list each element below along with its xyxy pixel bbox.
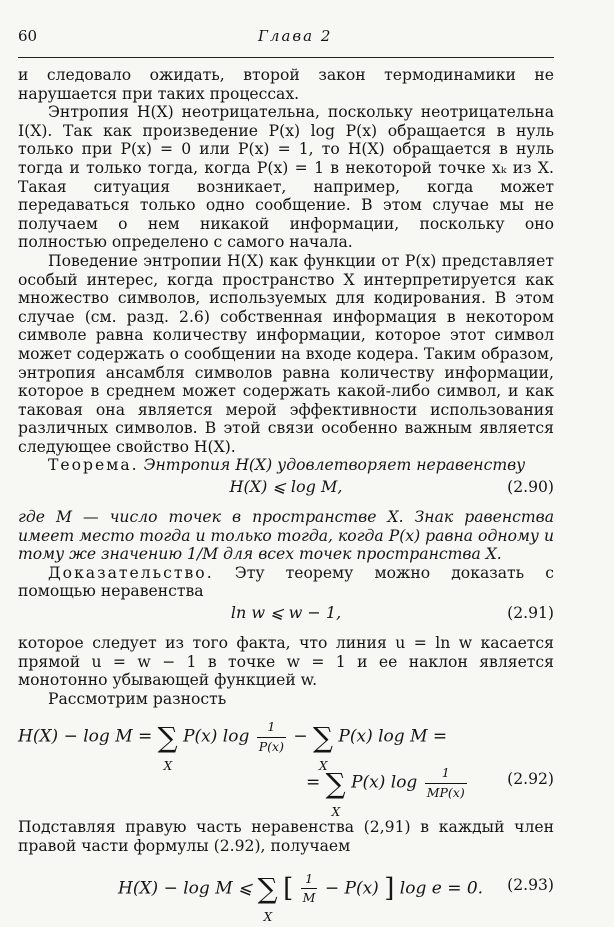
sum-symbol: ∑ X (158, 727, 178, 747)
fraction-denominator: MP(x) (426, 785, 465, 800)
equation-term: H(X) − log M = (18, 727, 153, 747)
left-bracket: [ (283, 873, 294, 904)
equation-term: P(x) log (351, 773, 418, 793)
equation-line-2 (306, 764, 469, 819)
equation-term: log e = 0. (399, 878, 484, 899)
sum-index: X (319, 759, 328, 773)
fraction-numerator: 1 (301, 870, 318, 890)
fraction-denominator: M (302, 890, 316, 906)
equation-number: (2.93) (507, 875, 554, 894)
page-body (18, 66, 554, 925)
equation-expression: ln w ⩽ w − 1, (230, 603, 342, 623)
sum-index: X (263, 910, 273, 925)
theorem-statement (18, 456, 554, 475)
fraction-numerator: 1 (257, 718, 286, 738)
equation-2-90 (18, 478, 554, 504)
fraction (425, 764, 467, 802)
sum-symbol: ∑ X (313, 727, 333, 747)
equation-2-93 (18, 860, 554, 925)
sum-index: X (163, 759, 173, 773)
fraction-numerator: 1 (425, 764, 467, 784)
paragraph: и следовало ожидать, второй закон термодинамики не нарушается при таких процессах. (18, 66, 554, 103)
theorem-continuation: где M — число точек в пространстве X. Знак равенства имеет место тогда и только тогда, когда P(x) равна одному и тому же значению 1/M для всех точек пространства X. (18, 508, 554, 564)
equation-term: H(X) − log M ⩽ (118, 878, 253, 899)
sum-symbol: ∑ X (258, 878, 278, 898)
equation-number: (2.92) (507, 770, 554, 789)
equation-term: − (293, 727, 308, 747)
equation-2-92 (18, 712, 554, 819)
equation-term: P(x) log (183, 727, 250, 747)
proof-label: Доказательство. (48, 563, 214, 582)
page-number: 60 (18, 27, 38, 45)
page-header (18, 27, 554, 49)
equation-line-1 (18, 718, 448, 773)
theorem-text: Энтропия H(X) удовлетворяет неравенству (143, 456, 526, 475)
equation-term: = (306, 773, 321, 793)
equation-2-91 (18, 604, 554, 630)
header-rule (18, 57, 554, 58)
proof-start (18, 564, 554, 601)
paragraph: Энтропия H(X) неотрицательна, поскольку неотрицательна I(X). Так как произведение P(x) log P(x) обращается в нуль только при P(x) = 0 или P(x) = 1, то H(X) обращается в нуль тогда и только тогда, когда P(x) = 1 в некоторой точке xₖ из X. Такая ситуация возникает, например, когда может передаваться только одно сообщение. В этом случае мы не получаем о нем никакой информации, поскольку оно полностью определено с самого начала. (18, 103, 554, 252)
paragraph: Подставляя правую часть неравенства (2,91) в каждый член правой части формулы (2.92), получаем (18, 818, 554, 855)
equation-number: (2.91) (507, 604, 554, 623)
paragraph: Поведение энтропии H(X) как функции от P(x) представляет особый интерес, когда пространство X интерпретируется как множество символов, используемых для кодирования. В этом случае (см. разд. 2.6) собственная информация в некотором символе равна количеству информации, которое этот символ может содержать о сообщении на входе кодера. Таким образом, энтропия ансамбля символов равна количеству информации, которое в среднем может содержать какой-либо символ, и как таковая она является мерой эффективности использования различных символов. В этой связи особенно важным является следующее свойство H(X). (18, 251, 554, 456)
fraction-denominator: P(x) (258, 739, 284, 754)
sum-index: X (331, 805, 341, 819)
right-bracket: ] (384, 873, 395, 904)
running-head: Глава 2 (258, 27, 333, 45)
fraction (301, 870, 318, 908)
theorem-label: Теорема. (48, 456, 139, 475)
paragraph: Рассмотрим разность (48, 689, 227, 708)
equation-expression: H(X) ⩽ log M, (229, 477, 343, 497)
equation-term: − P(x) (324, 878, 379, 899)
fraction (257, 718, 286, 756)
sum-symbol: ∑ X (326, 773, 346, 793)
paragraph: которое следует из того факта, что линия u = ln w касается прямой u = w − 1 в точке w = 1 и ее наклон является монотонно убывающей функцией w. (18, 634, 554, 690)
equation-number: (2.90) (507, 478, 554, 497)
equation-term: P(x) log M = (338, 727, 448, 747)
proof-text: Эту теорему можно доказать с помощью неравенства (18, 563, 554, 601)
equation-line (118, 870, 484, 925)
